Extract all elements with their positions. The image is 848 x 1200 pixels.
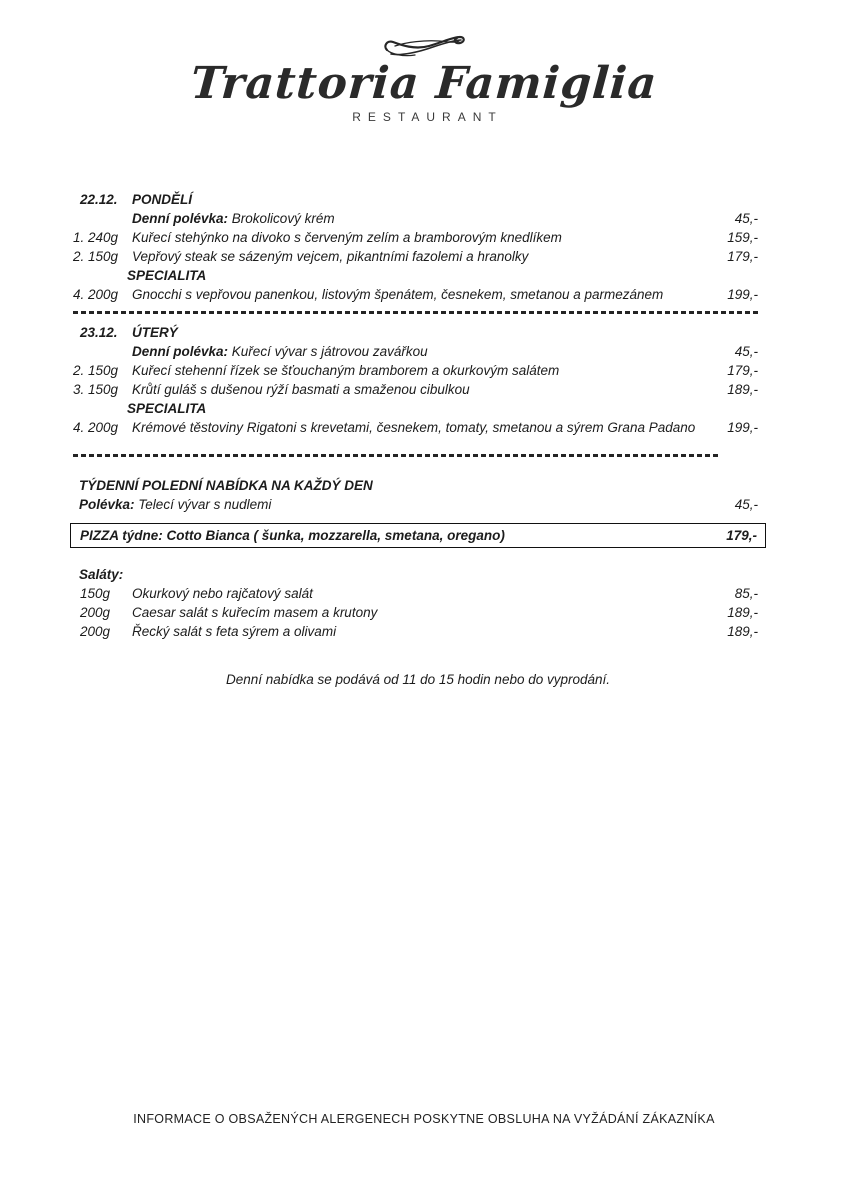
soup-row [70, 342, 766, 361]
price: 179,- [727, 363, 758, 378]
salad-text: Okurkový nebo rajčatový salát [132, 586, 313, 601]
soup-name: Brokolicový krém [231, 211, 335, 226]
item-text: Vepřový steak se sázeným vejcem, pikantními fazolemi a hranolky [132, 249, 529, 264]
price: 199,- [727, 420, 758, 435]
pizza-price: 179,- [726, 528, 757, 543]
item-number: 3. 150g [73, 382, 119, 397]
item-number: 1. 240g [73, 230, 119, 245]
soup-label: Denní polévka: [132, 211, 229, 226]
price: 45,- [734, 344, 758, 359]
price: 189,- [727, 624, 758, 639]
menu-item-row [70, 380, 766, 399]
salad-text: Řecký salát s feta sýrem a olivami [132, 624, 337, 639]
menu-item-row-special [70, 285, 766, 304]
salad-row [70, 622, 766, 641]
pizza-label: PIZZA týdne: Cotto Bianca ( šunka, mozzarella, smetana, oregano) [80, 528, 505, 543]
day-name: PONDĚLÍ [132, 192, 193, 207]
price: 45,- [734, 497, 758, 512]
item-text: Gnocchi s vepřovou panenkou, listovým špenátem, česnekem, smetanou a parmezánem [132, 287, 664, 302]
salads-title: Saláty: [79, 567, 124, 582]
specialita-label: SPECIALITA [127, 401, 207, 416]
day-section-tuesday [70, 323, 766, 437]
item-text: Kuřecí stehýnko na divoko s červeným zelím a bramborovým knedlíkem [132, 230, 562, 245]
salad-text: Caesar salát s kuřecím masem a krutony [132, 605, 378, 620]
soup-label: Polévka: [79, 497, 135, 512]
day-header [70, 190, 766, 209]
restaurant-subtitle: RESTAURANT [352, 110, 503, 124]
section-divider [73, 311, 761, 314]
item-number: 4. 200g [73, 287, 119, 302]
soup-text [132, 342, 735, 361]
day-name: ÚTERÝ [132, 325, 178, 340]
item-number: 2. 150g [73, 363, 119, 378]
price: 189,- [727, 382, 758, 397]
price: 159,- [727, 230, 758, 245]
salad-weight: 150g [80, 586, 111, 601]
section-divider [73, 454, 721, 457]
menu-item-row [70, 361, 766, 380]
item-text: Krůtí guláš s dušenou rýží basmati a smaženou cibulkou [132, 382, 470, 397]
price: 85,- [734, 586, 758, 601]
day-date: 22.12. [80, 192, 118, 207]
pizza-of-the-week-box [70, 523, 766, 548]
specialita-label: SPECIALITA [127, 268, 207, 283]
menu-item-row-special [70, 418, 766, 437]
weekly-soup-row [70, 495, 766, 514]
soup-text [79, 495, 735, 514]
menu-item-row [70, 247, 766, 266]
soup-label: Denní polévka: [132, 344, 229, 359]
item-number: 2. 150g [73, 249, 119, 264]
weekly-title: TÝDENNÍ POLEDNÍ NABÍDKA NA KAŽDÝ DEN [79, 478, 373, 493]
serving-hours-note: Denní nabídka se podává od 11 do 15 hodin nebo do vyprodání. [225, 672, 611, 687]
menu-content [70, 190, 766, 689]
salad-weight: 200g [80, 605, 111, 620]
soup-text [132, 209, 735, 228]
weekly-section [70, 476, 766, 548]
price: 189,- [727, 605, 758, 620]
day-header [70, 323, 766, 342]
soup-name: Kuřecí vývar s játrovou zavářkou [231, 344, 428, 359]
soup-row [70, 209, 766, 228]
allergen-info-footer: INFORMACE O OBSAŽENÝCH ALERGENECH POSKYTNE OBSLUHA NA VYŽÁDÁNÍ ZÁKAZNÍKA [133, 1112, 715, 1126]
salad-row [70, 584, 766, 603]
menu-item-row [70, 228, 766, 247]
item-text: Krémové těstoviny Rigatoni s krevetami, česnekem, tomaty, smetanou a sýrem Grana Padano [132, 420, 696, 435]
salad-weight: 200g [80, 624, 111, 639]
price: 179,- [727, 249, 758, 264]
salads-section [70, 565, 766, 641]
day-date: 23.12. [80, 325, 118, 340]
day-section-monday [70, 190, 766, 304]
price: 199,- [727, 287, 758, 302]
restaurant-logo [0, 28, 848, 124]
soup-name: Telecí vývar s nudlemi [138, 497, 272, 512]
price: 45,- [734, 211, 758, 226]
flourish-swirl-icon [381, 28, 467, 60]
item-text: Kuřecí stehenní řízek se šťouchaným bramborem a okurkovým salátem [132, 363, 560, 378]
item-number: 4. 200g [73, 420, 119, 435]
restaurant-name: Trattoria Famiglia [189, 58, 659, 109]
salad-row [70, 603, 766, 622]
